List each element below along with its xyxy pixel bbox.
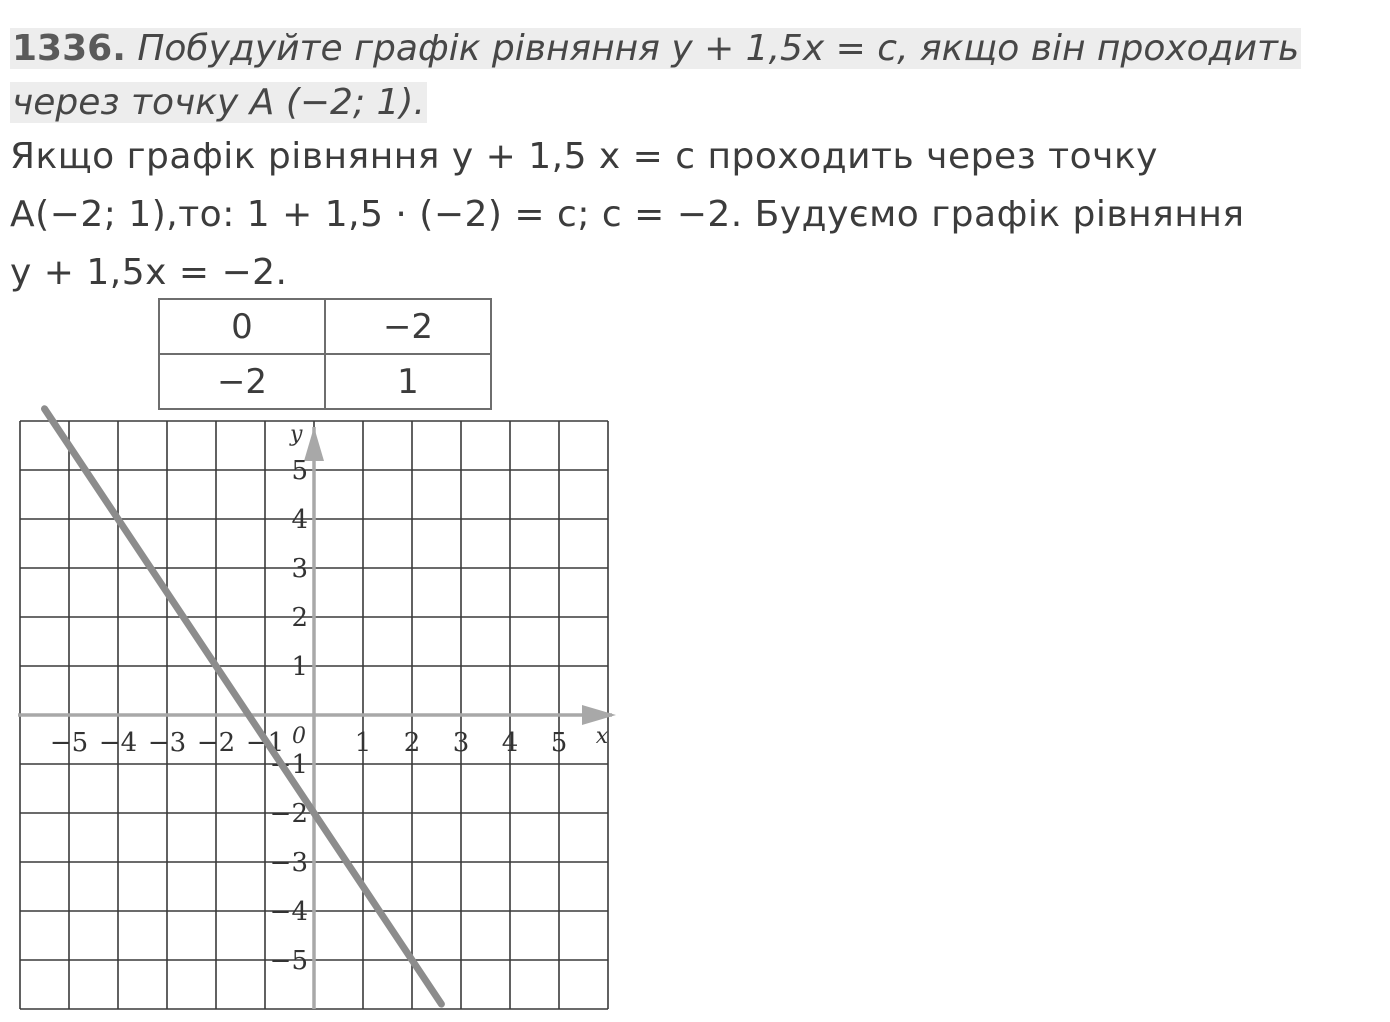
x-tick-label: −4 — [98, 728, 138, 758]
solution-line-2: A(−2; 1),то: 1 + 1,5 · (−2) = c; c = −2. Будуємо графік рівняння — [10, 194, 1245, 235]
table-row-y — [159, 354, 491, 409]
x-tick-label: −5 — [49, 728, 89, 758]
y-tick-label: −4 — [269, 897, 308, 927]
y-tick-label: 4 — [291, 505, 308, 535]
task-number: 1336. — [12, 28, 126, 69]
y-tick-label: 3 — [291, 554, 308, 584]
task-line-2: через точку A (−2; 1). — [12, 82, 425, 123]
x-tick-label: 1 — [354, 728, 372, 758]
solution-line-1: Якщо графік рівняння y + 1,5 x = c проходить через точку — [10, 136, 1158, 177]
task-statement — [10, 22, 1380, 130]
table-cell: 0 — [159, 299, 325, 354]
x-tick-label: −3 — [147, 728, 187, 758]
solution-line-3: y + 1,5x = −2. — [10, 252, 288, 293]
table-row-x — [159, 299, 491, 354]
x-tick-label: 3 — [452, 728, 470, 758]
values-table — [158, 298, 492, 410]
solution-text — [10, 128, 1380, 302]
x-tick-label: 5 — [550, 728, 568, 758]
y-tick-label: 2 — [291, 603, 308, 633]
x-tick-label: −2 — [196, 728, 236, 758]
origin-label: 0 — [292, 724, 306, 749]
y-tick-label: −3 — [269, 848, 308, 878]
y-tick-label: 1 — [291, 652, 308, 682]
graph-line — [45, 409, 442, 1004]
x-tick-label: 2 — [403, 728, 421, 758]
x-axis-label: x — [595, 724, 609, 749]
table-cell: 1 — [325, 354, 491, 409]
table-cell: −2 — [325, 299, 491, 354]
y-tick-label: 5 — [291, 456, 308, 486]
y-tick-label: −1 — [269, 750, 308, 780]
x-axis-arrow-icon — [582, 705, 616, 725]
x-tick-label: 4 — [501, 728, 519, 758]
table-cell: −2 — [159, 354, 325, 409]
x-tick-label: −1 — [245, 728, 285, 758]
y-tick-label: −5 — [269, 946, 308, 976]
y-axis-label: y — [290, 422, 303, 447]
task-text-1: Побудуйте графік рівняння y + 1,5x = c, якщо він проходить — [137, 28, 1300, 69]
coordinate-plot — [0, 405, 640, 1022]
y-tick-label: −2 — [269, 799, 308, 829]
task-line-1 — [10, 28, 1301, 69]
